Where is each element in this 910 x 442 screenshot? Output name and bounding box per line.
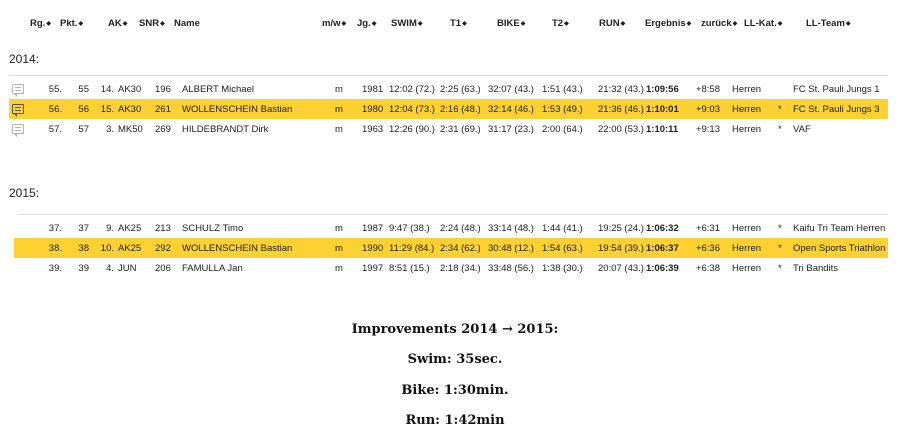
column-header-label: m/w [322,18,341,29]
column-header-label: LL-Team [806,18,845,29]
cell-run: 20:07 (43.) [598,263,644,274]
cell-t2: 1:54 (63.) [542,243,583,254]
cell-swim: 9:47 (38.) [389,223,430,234]
cell-mw: m [335,243,343,254]
comment-icon[interactable] [12,84,24,94]
cell-t1: 2:34 (62.) [440,243,481,254]
cell-rg: 57. [48,124,62,135]
cell-team: VAF [793,124,811,135]
cell-ergebnis: 1:06:32 [646,223,679,234]
cell-t2: 1:44 (41.) [542,223,583,234]
sort-icon: ◆ [160,21,165,27]
cell-pkt: 39 [78,263,89,274]
cell-name: ALBERT Michael [182,84,254,95]
cell-snr: 206 [155,263,171,274]
cell-swim: 12:02 (72.) [389,84,435,95]
cell-ak-rank: 10. [100,243,114,254]
sort-icon: ◆ [564,21,569,27]
cell-pkt: 37 [78,223,89,234]
column-header-label: Name [174,18,200,29]
cell-run: 21:36 (46.) [598,104,644,115]
column-header-label: Jg. [357,18,371,29]
cell-pkt: 56 [78,104,89,115]
column-header-label: RUN [599,18,620,29]
cell-ak-rank: 3. [106,124,114,135]
column-header[interactable] [450,18,467,29]
column-header[interactable] [391,18,422,29]
column-header-label: SWIM [391,18,417,29]
cell-zurueck: +6:38 [695,263,720,274]
cell-rg: 56. [48,104,62,115]
column-header[interactable] [701,18,737,29]
column-header[interactable] [139,18,165,29]
table-row[interactable] [14,238,888,258]
cell-ak-rank: 14. [100,84,114,95]
cell-snr: 261 [155,104,171,115]
cell-name: WOLLENSCHEIN Bastian [182,104,293,115]
cell-ak-rank: 15. [100,104,114,115]
cell-t1: 2:16 (48.) [440,104,481,115]
improvement-bike: Bike: 1:30min. [401,383,509,398]
column-header-label: T1 [450,18,462,29]
table-divider [17,214,888,215]
cell-team: Kaifu Tri Team Herren [793,223,886,234]
cell-bike: 30:48 (12.) [488,243,534,254]
cell-rg: 55. [48,84,62,95]
cell-pkt: 55 [78,84,89,95]
cell-bike: 33:48 (56.) [488,263,534,274]
column-header[interactable] [645,18,691,29]
column-header-label: LL-Kat. [744,18,777,29]
cell-kat: Herren [732,124,762,135]
cell-rg: 37. [48,223,62,234]
cell-ergebnis: 1:06:39 [646,263,679,274]
cell-kat: Herren [732,223,762,234]
cell-zurueck: +8:58 [695,84,720,95]
table-divider [9,75,888,76]
cell-ergebnis: 1:10:01 [646,104,679,115]
cell-snr: 213 [155,223,171,234]
cell-pkt: 57 [78,124,89,135]
cell-mw: m [335,263,343,274]
cell-team: FC St. Pauli Jungs 1 [793,84,880,95]
cell-run: 19:54 (39.) [598,243,644,254]
cell-snr: 269 [155,124,171,135]
cell-jg: 1963 [362,124,384,135]
cell-t1: 2:24 (48.) [440,223,481,234]
column-header-label: Ergebnis [645,18,686,29]
cell-mw: m [335,104,343,115]
comment-icon[interactable] [12,104,24,114]
column-header-label: T2 [552,18,564,29]
cell-ak: MK50 [118,124,143,135]
cell-jg: 1997 [362,263,384,274]
column-header-label: BIKE [497,18,520,29]
cell-star: * [778,263,782,274]
sort-icon: ◆ [371,21,377,27]
cell-kat: Herren [732,104,762,115]
column-header-label: Rg. [30,18,46,29]
column-header-label: Pkt. [60,18,78,29]
cell-rg: 38. [48,243,62,254]
column-header[interactable] [357,18,376,29]
column-header-label: SNR [139,18,160,29]
sort-icon: ◆ [462,21,467,27]
table-row[interactable] [0,119,910,139]
cell-bike: 33:14 (48.) [488,223,534,234]
cell-t2: 1:53 (49.) [542,104,583,115]
cell-t2: 1:38 (30.) [542,263,583,274]
column-header[interactable] [60,18,83,29]
cell-ak-rank: 4. [106,263,114,274]
sort-icon: ◆ [732,21,738,27]
cell-t1: 2:31 (69.) [440,124,481,135]
table-row[interactable] [0,79,910,99]
column-header-label: zurück [701,18,732,29]
improvement-swim: Swim: 35sec. [407,352,503,367]
sort-icon: ◆ [417,21,423,27]
table-row[interactable] [0,218,910,238]
cell-ak: AK25 [118,223,142,234]
sort-icon: ◆ [341,21,347,27]
cell-ak: JUN [118,263,137,274]
cell-ergebnis: 1:10:11 [646,124,679,135]
cell-zurueck: +6:36 [695,243,720,254]
sort-icon: ◆ [777,21,783,27]
cell-star: * [778,243,782,254]
cell-bike: 32:07 (43.) [488,84,534,95]
cell-zurueck: +6:31 [695,223,720,234]
cell-swim: 12:26 (90.) [389,124,435,135]
sort-icon: ◆ [686,21,692,27]
cell-kat: Herren [732,243,762,254]
cell-zurueck: +9:13 [695,124,720,135]
cell-mw: m [335,124,343,135]
cell-swim: 8:51 (15.) [389,263,430,274]
cell-team: FC St. Pauli Jungs 3 [793,104,880,115]
sort-icon: ◆ [46,21,51,27]
cell-name: FAMULLA Jan [182,263,243,274]
sort-icon: ◆ [78,21,84,27]
cell-jg: 1987 [362,223,384,234]
comment-icon[interactable] [12,124,24,134]
cell-ak-rank: 9. [106,223,114,234]
cell-zurueck: +9:03 [695,104,720,115]
year-heading-2015: 2015: [9,186,40,200]
cell-t2: 2:00 (64.) [542,124,583,135]
column-header[interactable] [497,18,525,29]
cell-mw: m [335,84,343,95]
column-header[interactable] [552,18,569,29]
column-header[interactable] [322,18,346,29]
column-header[interactable] [30,18,51,29]
table-row[interactable] [0,258,910,278]
column-header[interactable] [174,18,200,29]
cell-kat: Herren [732,263,762,274]
sort-icon: ◆ [122,21,128,27]
improvements-title: Improvements 2014 → 2015: [351,322,559,337]
cell-ak: AK30 [118,84,142,95]
cell-name: WOLLENSCHEIN Bastian [182,243,293,254]
year-heading-2014: 2014: [9,52,40,66]
cell-mw: m [335,223,343,234]
cell-t1: 2:18 (34.) [440,263,481,274]
cell-snr: 292 [155,243,171,254]
cell-t1: 2:25 (63.) [440,84,481,95]
cell-team: Open Sports Triathlon [793,243,886,254]
cell-ak: AK30 [118,104,142,115]
sort-icon: ◆ [620,21,626,27]
cell-run: 21:32 (43.) [598,84,644,95]
cell-snr: 196 [155,84,171,95]
column-header[interactable] [108,18,127,29]
cell-jg: 1981 [362,84,384,95]
table-row[interactable] [9,99,888,119]
column-header[interactable] [744,18,782,29]
sort-icon: ◆ [845,21,851,27]
cell-run: 22:00 (53.) [598,124,644,135]
cell-pkt: 38 [78,243,89,254]
cell-swim: 11:29 (84.) [389,243,435,254]
cell-star: * [778,223,782,234]
cell-rg: 39. [48,263,62,274]
cell-team: Tri Bandits [793,263,839,274]
column-header[interactable] [599,18,625,29]
sort-icon: ◆ [520,21,526,27]
cell-kat: Herren [732,84,762,95]
cell-jg: 1980 [362,104,384,115]
column-header[interactable] [806,18,851,29]
cell-swim: 12:04 (73.) [389,104,435,115]
improvement-run: Run: 1:42min [405,413,505,428]
cell-ergebnis: 1:09:56 [646,84,679,95]
column-header-label: AK [108,18,122,29]
cell-star: * [778,124,782,135]
cell-t2: 1:51 (43.) [542,84,583,95]
cell-bike: 32:14 (46.) [488,104,534,115]
cell-ergebnis: 1:06:37 [646,243,679,254]
cell-name: SCHULZ Timo [182,223,244,234]
cell-run: 19:25 (24.) [598,223,644,234]
cell-bike: 31:17 (23.) [488,124,534,135]
cell-star: * [778,104,782,115]
cell-jg: 1990 [362,243,384,254]
cell-ak: AK25 [118,243,142,254]
cell-name: HILDEBRANDT Dirk [182,124,269,135]
